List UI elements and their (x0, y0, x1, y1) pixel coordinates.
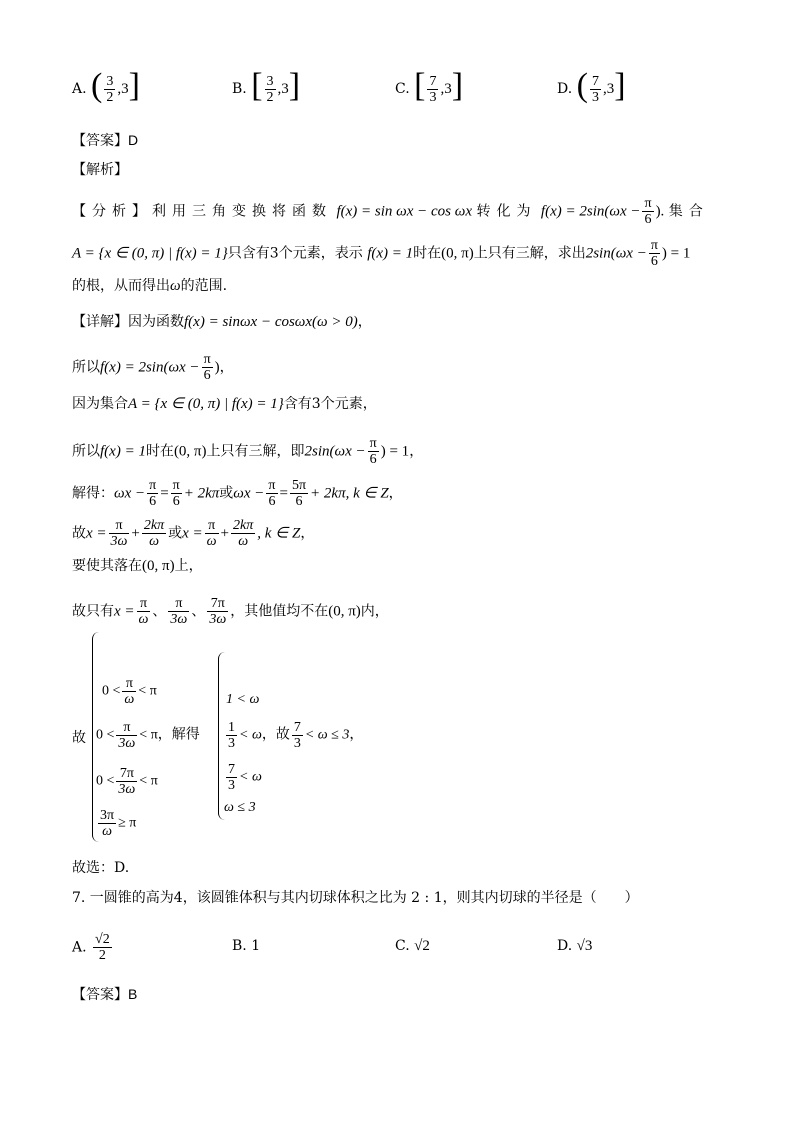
ineq-4: $\frac{3\pi}{\omega}$ ≥ π (100, 808, 137, 839)
option-c: C. [ $\frac{7}{3}$ ,3] (395, 67, 464, 105)
ineq-1: 0 < $\frac{\pi}{\omega}$ < π (102, 676, 157, 707)
option-a: A. ( $\frac{3}{2}$ ,3] (72, 67, 140, 105)
option-b: B. [ $\frac{3}{2}$ ,3] (232, 67, 301, 105)
detail-line-3: 因为集合A = {x ∈ (0, π) | f(x) = 1}含有3个元素， (72, 396, 377, 412)
q7-stem: 7. 一圆锥的高为4，该圆锥体积与其内切球体积之比为 2 : 1，则其内切球的半径是（ ） (72, 890, 639, 906)
analysis-label: 【解析】 (72, 162, 128, 178)
q7-option-a: A. $\frac{√2}{2}$ (72, 932, 110, 963)
analysis-line-1: 【分析】利用三角变换将函数 f(x) = sin ωx − cos ωx 转化为 f(x) = 2sin(ωx − $\frac{\pi}{6}$ ). 集合 (72, 196, 709, 227)
detail-line-4: 所以f(x) = 1时在(0, π)上只有三解，即2sin(ωx − $\frac{\pi}{6}$ ) = 1， (72, 436, 424, 467)
q7-option-d: D. √3 (557, 938, 593, 954)
result-4: ω ≤ 3 (224, 800, 256, 815)
option-d: D. ( $\frac{7}{3}$ ,3] (557, 67, 626, 105)
analysis-line-2: A = {x ∈ (0, π) | f(x) = 1}只含有3个元素，表示 f(x) = 1时在(0, π)上只有三解，求出2sin(ωx − $\frac{\pi}{6}$ ) = 1 (72, 238, 691, 269)
detail-line-1: 【详解】因为函数f(x) = sinωx − cosωx(ω > 0)， (72, 314, 372, 330)
open-bracket: ( (91, 67, 103, 104)
analysis-line-3: 的根，从而得出ω的范围. (72, 278, 228, 294)
q7-option-c: C. √2 (395, 938, 430, 954)
system-prefix: 故 (72, 730, 86, 746)
q7-option-b: B. 1 (232, 938, 261, 954)
answer-q7: 【答案】B (72, 986, 138, 1003)
result-3: $\frac{7}{3}$ < ω (228, 762, 262, 793)
detail-line-8: 故只有x = $\frac{\pi}{\omega}$ 、 $\frac{\pi}{3\omega}$ 、 $\frac{7\pi}{3\omega}$ ，其他值均不在(0, π)内， (72, 596, 389, 627)
choose-line: 故选：D. (72, 860, 130, 876)
close-bracket: ] (128, 67, 140, 104)
detail-line-7: 要使其落在(0, π)上， (72, 558, 203, 574)
answer-q6: 【答案】D (72, 132, 139, 149)
detail-line-2: 所以f(x) = 2sin(ωx − $\frac{\pi}{6}$ )， (72, 352, 234, 383)
ineq-2: 0 < $\frac{\pi}{3\omega}$ < π，解得 (96, 720, 200, 751)
result-1: 1 < ω (226, 692, 260, 707)
detail-line-5: 解得：ωx − $\frac{\pi}{6}$ = $\frac{\pi}{6}$ + 2kπ或ωx − $\frac{\pi}{6}$ = $\frac{5\pi}{6}$ + 2kπ, k ∈ Z， (72, 478, 403, 509)
ineq-3: 0 < $\frac{7\pi}{3\omega}$ < π (96, 766, 158, 797)
detail-line-6: 故x = $\frac{\pi}{3\omega}$ + $\frac{2k\pi}{\omega}$ 或x = $\frac{\pi}{\omega}$ + $\frac{2k\pi}{\omega}$ , k ∈ Z， (72, 518, 315, 549)
result-2: $\frac{1}{3}$ < ω，故 $\frac{7}{3}$ < ω ≤ 3， (228, 720, 364, 751)
